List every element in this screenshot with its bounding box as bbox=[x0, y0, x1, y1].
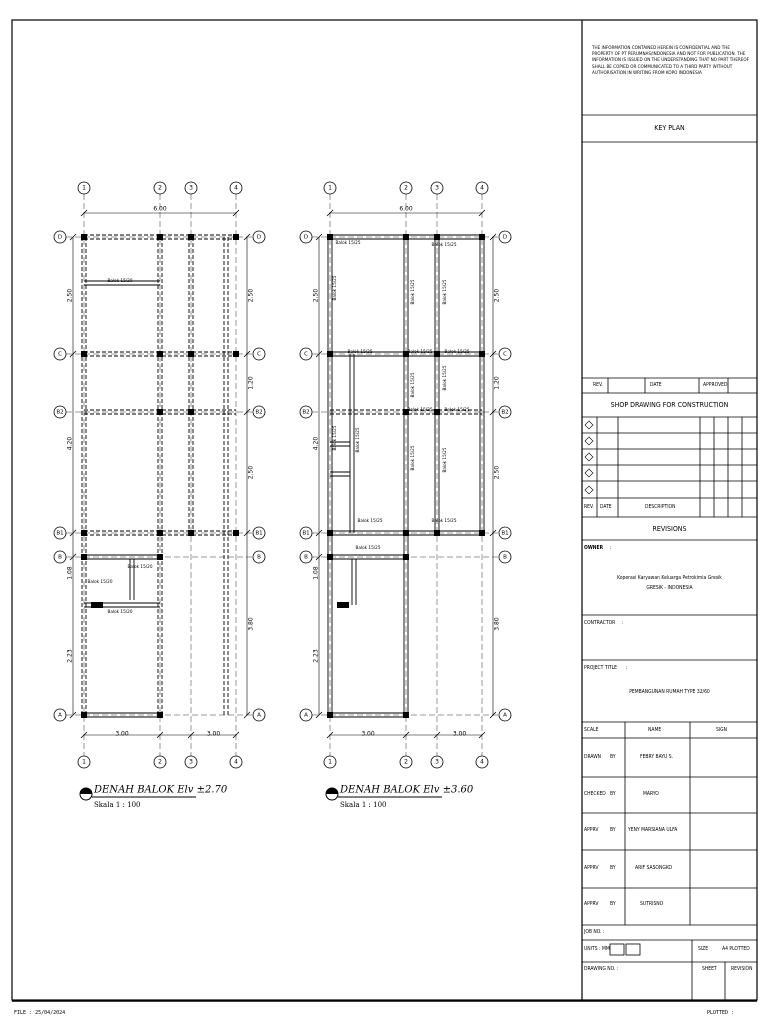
grid-bubble-label: B2 bbox=[501, 409, 509, 416]
beam-label: Balok 15/25 bbox=[335, 240, 361, 245]
grid-bubble-label: C bbox=[304, 351, 308, 358]
rev-col-date: DATE bbox=[650, 382, 662, 388]
dimension-label: 2.23 bbox=[312, 649, 320, 663]
job-no: JOB NO. : bbox=[584, 929, 605, 935]
confidentiality-note: THE INFORMATION CONTAINED HEREIN IS CONFIDENTIAL AND THE PROPERTY OF PT PERUMNAS/INDONESIA AND NOT FOR PUBLICATION. THE INFORMATION IS ISSUED ON THE UNDERSTANDING THAT NO PART THEREOF SHALL BE COPIED OR COMMUNICATED TO A THIRD PARTY WITHOUT AUTHORISATION IN WRITING FROM KOPO INDONESIA bbox=[592, 46, 750, 76]
size-value: A4 PLOTTED bbox=[722, 946, 750, 952]
beam-label: Balok 15/20 bbox=[107, 609, 133, 614]
signatory-role: APPRV bbox=[584, 901, 599, 907]
beam-label: Balok 15/25 bbox=[410, 372, 415, 398]
signatory-role: APPRV bbox=[584, 827, 599, 833]
dimension-label: 1.08 bbox=[66, 566, 74, 580]
beam-label: Balok 15/25 bbox=[431, 242, 457, 247]
beam-label: Balok 15/25 bbox=[407, 407, 433, 412]
rev-footer-description: DESCRIPTION bbox=[645, 504, 676, 510]
structural-column bbox=[327, 530, 333, 536]
rev-footer-rev: REV. bbox=[584, 504, 594, 510]
grid-bubble-label: 4 bbox=[234, 184, 238, 192]
signatory-by: BY bbox=[610, 865, 616, 871]
grid-bubble-label: 4 bbox=[480, 184, 484, 192]
structural-column bbox=[327, 712, 333, 718]
structural-column bbox=[81, 234, 87, 240]
title-marker-fill bbox=[326, 788, 338, 794]
dimension-label: 2.50 bbox=[247, 288, 255, 303]
grid-bubble-label: 4 bbox=[480, 758, 484, 766]
grid-bubble-label: 1 bbox=[328, 758, 332, 766]
structural-column bbox=[91, 602, 97, 608]
signatory-by: BY bbox=[610, 901, 616, 907]
grid-bubble-label: 1 bbox=[82, 184, 86, 192]
grid-bubble-label: A bbox=[503, 712, 507, 719]
dimension-label: 1.20 bbox=[493, 376, 501, 390]
beam-label: Balok 15/25 bbox=[410, 445, 415, 471]
beam-label: Balok 15/20 bbox=[87, 579, 113, 584]
owner-line-1: Koperasi Karyawan Keluarga Petrokimia Gresik bbox=[617, 575, 722, 581]
dimension-label: 2.50 bbox=[247, 465, 255, 480]
drawing-no: DRAWING NO. : bbox=[584, 966, 619, 972]
structural-column bbox=[327, 554, 333, 560]
structural-column bbox=[157, 409, 163, 415]
grid-bubble-label: 4 bbox=[234, 758, 238, 766]
size-label: SIZE bbox=[698, 946, 709, 952]
grid-bubble-label: B1 bbox=[501, 530, 509, 537]
beam-label: Balok 15/25 bbox=[332, 425, 337, 451]
signatory-by: BY bbox=[610, 754, 616, 760]
beam-label: Balok 15/25 bbox=[355, 545, 381, 550]
beam-plan-2 bbox=[300, 182, 511, 809]
structural-column bbox=[81, 712, 87, 718]
rev-footer-date: DATE bbox=[600, 504, 612, 510]
structural-column bbox=[343, 602, 349, 608]
grid-bubble-label: 3 bbox=[435, 758, 439, 766]
structural-column bbox=[81, 530, 87, 536]
structural-column bbox=[403, 234, 409, 240]
dimension-label: 1.20 bbox=[247, 376, 255, 390]
grid-bubble-label: B2 bbox=[302, 409, 310, 416]
signatory-role: CHECKED bbox=[584, 791, 606, 797]
grid-bubble-label: B2 bbox=[56, 409, 64, 416]
signatory-role: APPRV bbox=[584, 865, 599, 871]
structural-column bbox=[81, 351, 87, 357]
grid-bubble-label: B1 bbox=[56, 530, 64, 537]
title-marker-fill bbox=[80, 788, 92, 794]
shop-drawing-title: SHOP DRAWING FOR CONSTRUCTION bbox=[610, 401, 729, 409]
grid-bubble-label: 1 bbox=[82, 758, 86, 766]
beam-label: Balok 15/20 bbox=[107, 278, 133, 283]
dimension-label: 4.20 bbox=[312, 436, 320, 451]
structural-column bbox=[479, 351, 485, 357]
dimension-label: 2.50 bbox=[312, 288, 320, 303]
units: UNITS : MM bbox=[584, 946, 610, 952]
structural-column bbox=[188, 409, 194, 415]
project-title-sep: : bbox=[626, 665, 628, 671]
grid-bubble-label: D bbox=[303, 234, 309, 241]
structural-column bbox=[479, 530, 485, 536]
grid-bubble-label: 2 bbox=[158, 758, 162, 766]
beam-label: Balok 15/25 bbox=[442, 279, 447, 305]
structural-column bbox=[81, 554, 87, 560]
grid-bubble-label: 3 bbox=[435, 184, 439, 192]
dimension-label: 2.50 bbox=[493, 465, 501, 480]
signatory-name: FEBRY BAYU S. bbox=[640, 754, 674, 760]
grid-bubble-label: 2 bbox=[404, 758, 408, 766]
owner-line-2: GRESIK - INDONESIA bbox=[646, 585, 693, 591]
structural-column bbox=[327, 351, 333, 357]
grid-bubble-label: B1 bbox=[302, 530, 310, 537]
plan-scale: Skala 1 : 100 bbox=[340, 801, 387, 809]
grid-bubble-label: C bbox=[58, 351, 62, 358]
owner-label: OWNER bbox=[584, 545, 604, 551]
structural-column bbox=[157, 351, 163, 357]
structural-column bbox=[233, 234, 239, 240]
beam-label: Balok 15/25 bbox=[357, 518, 383, 523]
beam-plan-1 bbox=[54, 182, 265, 809]
grid-bubble-label: A bbox=[58, 712, 62, 719]
structural-column bbox=[157, 234, 163, 240]
structural-column bbox=[188, 530, 194, 536]
grid-bubble-label: B2 bbox=[255, 409, 263, 416]
grid-bubble-label: B bbox=[257, 554, 261, 561]
file-date: FILE : 25/04/2024 bbox=[14, 1010, 66, 1016]
beam-label: Balok 15/25 bbox=[410, 279, 415, 305]
beam-label: Balok 15/25 bbox=[444, 349, 470, 354]
structural-column bbox=[403, 530, 409, 536]
structural-column bbox=[434, 409, 440, 415]
dimension-label: 3.00 bbox=[115, 730, 129, 738]
beam-label: Balok 15/25 bbox=[332, 275, 337, 301]
grid-bubble-label: D bbox=[256, 234, 262, 241]
beam-label: Balok 15/25 bbox=[442, 365, 447, 391]
dimension-label: 3.00 bbox=[206, 730, 221, 738]
structural-column bbox=[434, 351, 440, 357]
beam-label: Balok 15/25 bbox=[442, 447, 447, 473]
key-plan-title: KEY PLAN bbox=[654, 124, 685, 132]
structural-column bbox=[188, 234, 194, 240]
structural-column bbox=[188, 351, 194, 357]
owner-sep: : bbox=[610, 545, 612, 551]
dimension-label: 2.50 bbox=[66, 288, 74, 303]
sign-header-sign: SIGN bbox=[716, 727, 728, 733]
revision-label: REVISION bbox=[731, 966, 753, 972]
grid-bubble-label: B1 bbox=[255, 530, 263, 537]
structural-column bbox=[434, 234, 440, 240]
contractor-sep: : bbox=[622, 620, 624, 626]
rev-col-approved: APPROVED bbox=[703, 382, 728, 388]
structural-column bbox=[157, 554, 163, 560]
dimension-label: 4.20 bbox=[66, 436, 74, 451]
grid-bubble-label: 2 bbox=[158, 184, 162, 192]
beam-label: Balok 15/25 bbox=[355, 427, 360, 453]
grid-bubble-label: D bbox=[502, 234, 508, 241]
grid-bubble-label: C bbox=[257, 351, 261, 358]
project-title-label: PROJECT TITLE bbox=[584, 665, 618, 671]
revision-triangles bbox=[585, 421, 593, 494]
beam-label: Balok 15/25 bbox=[431, 518, 457, 523]
signatory-name: SUTRISNO bbox=[640, 901, 664, 907]
grid-bubble-label: A bbox=[257, 712, 261, 719]
grid-bubble-label: 2 bbox=[404, 184, 408, 192]
structural-column bbox=[157, 712, 163, 718]
plan-title: DENAH BALOK Elv ±3.60 bbox=[340, 784, 474, 796]
grid-bubble-label: 1 bbox=[328, 184, 332, 192]
beam-label: Balok 15/25 bbox=[444, 407, 470, 412]
structural-column bbox=[479, 234, 485, 240]
beam-label: Balok 15/25 bbox=[407, 349, 433, 354]
plotted-label: PLOTTED : bbox=[707, 1010, 735, 1016]
dimension-label: 3.00 bbox=[361, 730, 375, 738]
structural-column bbox=[337, 602, 343, 608]
structural-column bbox=[157, 530, 163, 536]
rev-col-rev: REV. bbox=[593, 382, 603, 388]
structural-column bbox=[233, 351, 239, 357]
revisions-title: REVISIONS bbox=[652, 525, 687, 533]
structural-column bbox=[434, 530, 440, 536]
structural-column bbox=[403, 554, 409, 560]
sign-header-scale: SCALE bbox=[584, 727, 599, 733]
dimension-label: 3.80 bbox=[493, 617, 501, 631]
signatory-by: BY bbox=[610, 827, 616, 833]
plan-scale: Skala 1 : 100 bbox=[94, 801, 141, 809]
contractor-label: CONTRACTOR bbox=[584, 620, 616, 626]
dimension-label: 3.00 bbox=[452, 730, 467, 738]
dimension-label: 2.23 bbox=[66, 649, 74, 663]
grid-bubble-label: 3 bbox=[189, 184, 193, 192]
signatory-name: MARYO bbox=[643, 791, 659, 797]
project-title-value: PEMBANGUNAN RUMAH TYPE 32/60 bbox=[629, 689, 710, 695]
grid-bubble-label: 3 bbox=[189, 758, 193, 766]
dimension-label: 1.08 bbox=[312, 566, 320, 580]
grid-bubble-label: C bbox=[503, 351, 507, 358]
structural-column bbox=[97, 602, 103, 608]
grid-bubble-label: D bbox=[57, 234, 63, 241]
dimension-label: 6.00 bbox=[153, 205, 167, 213]
signatory-by: BY bbox=[610, 791, 616, 797]
grid-bubble-label: A bbox=[304, 712, 308, 719]
grid-bubble-label: B bbox=[58, 554, 62, 561]
sign-header-name: NAME bbox=[648, 727, 662, 733]
beam-label: Balok 15/25 bbox=[347, 349, 373, 354]
dimension-label: 2.50 bbox=[493, 288, 501, 303]
sheet-label: SHEET bbox=[702, 966, 717, 972]
signatory-role: DRAWN bbox=[584, 754, 602, 760]
signatory-name: YENY MARSIANA ULFA bbox=[628, 827, 678, 833]
plan-title: DENAH BALOK Elv ±2.70 bbox=[94, 784, 228, 796]
structural-column bbox=[403, 712, 409, 718]
grid-bubble-label: B bbox=[503, 554, 507, 561]
structural-column bbox=[327, 234, 333, 240]
dimension-label: 6.00 bbox=[399, 205, 413, 213]
beam-label: Balok 15/20 bbox=[127, 564, 153, 569]
structural-column bbox=[233, 530, 239, 536]
signatory-name: ARIF SASONGKO bbox=[635, 865, 673, 871]
dimension-label: 3.80 bbox=[247, 617, 255, 631]
grid-bubble-label: B bbox=[304, 554, 308, 561]
